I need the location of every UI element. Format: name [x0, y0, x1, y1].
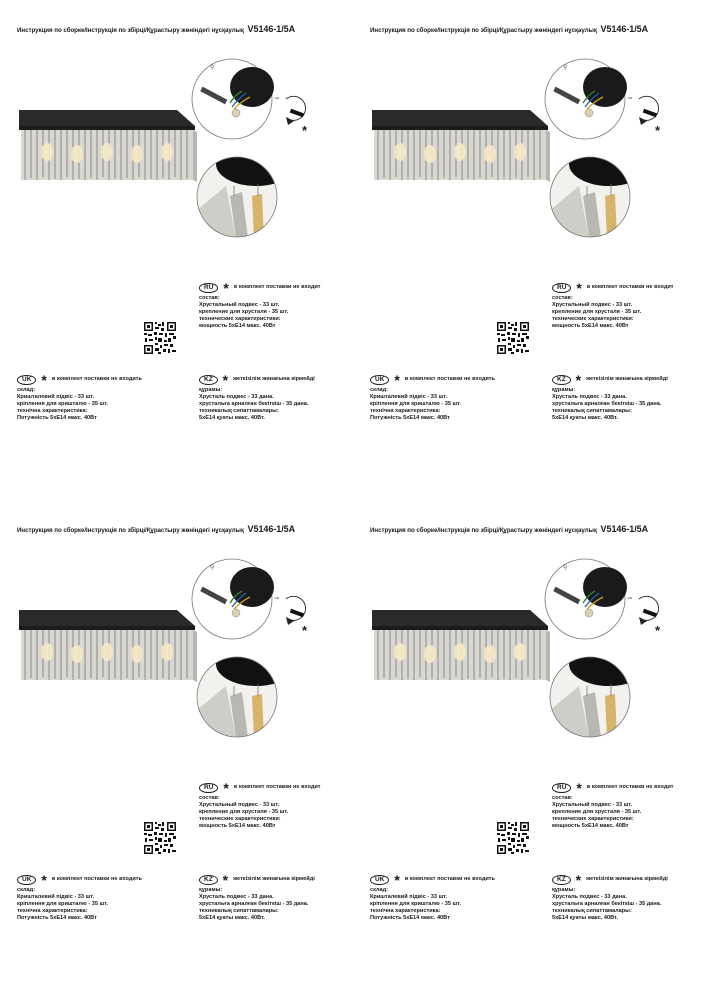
kz-note: жеткізілім жинағына кірмейді: [586, 876, 668, 882]
sconce-product-image: [370, 110, 550, 195]
uk-line: Кришталевий підвіс - 33 шт.: [370, 394, 448, 400]
ru-line: Хрустальный подвес - 33 шт.: [199, 802, 280, 808]
uk-line: Кришталевий підвіс - 33 шт.: [370, 894, 448, 900]
model-number: V5146-1/5A: [247, 24, 296, 34]
kz-line: құрамы:: [199, 387, 223, 393]
wiring-diagram: [190, 55, 320, 145]
uk-info-block: [370, 871, 495, 922]
sconce-product-image: [370, 610, 550, 695]
asterisk-icon: *: [41, 371, 47, 388]
uk-line: технічна характеристика:: [370, 408, 441, 414]
crystal-mount-detail: [549, 156, 631, 238]
kz-line: хрустальға арналған бекіткіш - 35 дана.: [552, 401, 662, 407]
uk-info-block: [17, 371, 142, 422]
kz-line: техникалық сипаттамалары:: [199, 408, 279, 414]
kz-language-badge: KZ: [199, 375, 218, 385]
uk-line: технічна характеристика:: [370, 908, 441, 914]
kz-note: жеткізілім жинағына кірмейді: [586, 376, 668, 382]
asterisk-icon: *: [575, 871, 582, 888]
ru-note: в комплект поставки не входит: [586, 284, 674, 290]
svg-text:*: *: [302, 123, 308, 138]
ru-note: в комплект поставки не входит: [586, 784, 674, 790]
ru-info-block: [199, 279, 321, 330]
kz-language-badge: KZ: [552, 375, 571, 385]
page-title: [370, 524, 705, 534]
uk-line: кріплення для кришталю - 35 шт.: [17, 401, 108, 407]
page-title: [17, 24, 352, 34]
uk-line: кріплення для кришталю - 35 шт.: [17, 901, 108, 907]
svg-text:*: *: [655, 623, 661, 638]
title-text: Инструкция по сборке/Інструкція по збірці/Құрастыру жөніндегі нұсқаулық: [17, 527, 244, 534]
uk-line: кріплення для кришталю - 35 шт.: [370, 901, 461, 907]
asterisk-icon: *: [223, 279, 229, 296]
kz-info-block: [199, 871, 315, 922]
kz-line: техникалық сипаттамалары:: [552, 408, 632, 414]
wiring-diagram: [543, 55, 673, 145]
title-text: Инструкция по сборке/Інструкція по збірці/Құрастыру жөніндегі нұсқаулық: [370, 27, 597, 34]
sconce-product-image: [17, 110, 197, 195]
svg-text:⚲: ⚲: [563, 65, 568, 71]
kz-line: Хрусталь подвес - 33 дана.: [199, 894, 274, 900]
ru-language-badge: RU: [552, 783, 571, 793]
svg-text:⊸: ⊸: [274, 96, 280, 102]
instruction-page: [353, 500, 706, 1000]
asterisk-icon: *: [222, 371, 229, 388]
ru-language-badge: RU: [552, 283, 571, 293]
sconce-product-image: [17, 610, 197, 695]
uk-info-block: [17, 871, 142, 922]
qr-code: [496, 321, 530, 355]
kz-line: құрамы:: [552, 887, 576, 893]
ru-line: технические характеристики:: [199, 816, 281, 822]
ru-language-badge: RU: [199, 783, 218, 793]
uk-language-badge: UK: [17, 875, 36, 885]
ru-note: в комплект поставки не входит: [233, 284, 321, 290]
qr-code: [143, 321, 177, 355]
asterisk-icon: *: [576, 779, 582, 796]
kz-note: жеткізілім жинағына кірмейді: [233, 876, 315, 882]
kz-line: хрустальға арналған бекіткіш - 35 дана.: [199, 401, 309, 407]
uk-language-badge: UK: [370, 375, 389, 385]
kz-line: 5хЕ14 қуаты макс. 40Вт.: [199, 915, 265, 921]
uk-line: склад:: [17, 387, 36, 393]
kz-line: техникалық сипаттамалары:: [552, 908, 632, 914]
svg-text:⊸: ⊸: [627, 96, 633, 102]
ru-line: мощность 5хЕ14 макс. 40Вт: [552, 823, 629, 829]
crystal-mount-detail: [549, 656, 631, 738]
wiring-diagram: [190, 555, 320, 645]
kz-line: Хрусталь подвес - 33 дана.: [552, 394, 627, 400]
crystal-mount-detail: [196, 156, 278, 238]
ru-line: технические характеристики:: [199, 316, 281, 322]
kz-info-block: [199, 371, 315, 422]
uk-line: склад:: [370, 887, 389, 893]
model-number: V5146-1/5A: [600, 524, 649, 534]
kz-line: техникалық сипаттамалары:: [199, 908, 279, 914]
uk-line: Потужність 5хЕ14 макс. 40Вт: [370, 915, 450, 921]
ru-line: мощность 5хЕ14 макс. 40Вт: [199, 323, 276, 329]
crystal-mount-detail: [196, 656, 278, 738]
asterisk-icon: *: [575, 371, 582, 388]
kz-line: құрамы:: [552, 387, 576, 393]
wiring-diagram: [543, 555, 673, 645]
page-title: [17, 524, 352, 534]
instruction-page: [353, 0, 706, 500]
qr-code: [496, 821, 530, 855]
ru-line: Хрустальный подвес - 33 шт.: [552, 802, 633, 808]
ru-line: состав:: [199, 295, 220, 301]
instruction-page: [0, 500, 353, 1000]
ru-line: крепление для хрусталя - 35 шт.: [552, 809, 642, 815]
ru-line: крепление для хрусталя - 35 шт.: [199, 309, 289, 315]
svg-text:⚲: ⚲: [210, 65, 215, 71]
kz-line: 5хЕ14 қуаты макс. 40Вт.: [199, 415, 265, 421]
ru-line: состав:: [552, 295, 573, 301]
uk-language-badge: UK: [370, 875, 389, 885]
asterisk-icon: *: [394, 871, 400, 888]
ru-note: в комплект поставки не входит: [233, 784, 321, 790]
uk-line: кріплення для кришталю - 35 шт.: [370, 401, 461, 407]
svg-text:⚲: ⚲: [563, 565, 568, 571]
title-text: Инструкция по сборке/Інструкція по збірці/Құрастыру жөніндегі нұсқаулық: [17, 27, 244, 34]
asterisk-icon: *: [394, 371, 400, 388]
kz-info-block: [552, 371, 668, 422]
ru-line: Хрустальный подвес - 33 шт.: [552, 302, 633, 308]
kz-line: хрустальға арналған бекіткіш - 35 дана.: [199, 901, 309, 907]
uk-note: в комплект поставки не входить: [404, 876, 495, 882]
uk-line: технічна характеристика:: [17, 908, 88, 914]
ru-info-block: [199, 779, 321, 830]
uk-line: Потужність 5хЕ14 макс. 40Вт: [17, 915, 97, 921]
kz-line: Хрусталь подвес - 33 дана.: [199, 394, 274, 400]
uk-line: технічна характеристика:: [17, 408, 88, 414]
uk-note: в комплект поставки не входить: [51, 376, 142, 382]
uk-info-block: [370, 371, 495, 422]
kz-line: құрамы:: [199, 887, 223, 893]
uk-line: Потужність 5хЕ14 макс. 40Вт: [370, 415, 450, 421]
ru-line: крепление для хрусталя - 35 шт.: [199, 809, 289, 815]
kz-language-badge: KZ: [552, 875, 571, 885]
ru-line: технические характеристики:: [552, 316, 634, 322]
page-title: [370, 24, 705, 34]
uk-line: Потужність 5хЕ14 макс. 40Вт: [17, 415, 97, 421]
kz-line: Хрусталь подвес - 33 дана.: [552, 894, 627, 900]
kz-line: 5хЕ14 қуаты макс. 40Вт.: [552, 915, 618, 921]
uk-line: склад:: [17, 887, 36, 893]
ru-language-badge: RU: [199, 283, 218, 293]
svg-text:*: *: [302, 623, 308, 638]
ru-line: мощность 5хЕ14 макс. 40Вт: [199, 823, 276, 829]
asterisk-icon: *: [41, 871, 47, 888]
uk-note: в комплект поставки не входить: [404, 376, 495, 382]
svg-text:⚲: ⚲: [210, 565, 215, 571]
uk-note: в комплект поставки не входить: [51, 876, 142, 882]
ru-info-block: [552, 779, 674, 830]
ru-line: мощность 5хЕ14 макс. 40Вт: [552, 323, 629, 329]
kz-note: жеткізілім жинағына кірмейді: [233, 376, 315, 382]
kz-language-badge: KZ: [199, 875, 218, 885]
uk-line: склад:: [370, 387, 389, 393]
ru-line: технические характеристики:: [552, 816, 634, 822]
asterisk-icon: *: [223, 779, 229, 796]
uk-language-badge: UK: [17, 375, 36, 385]
svg-text:⊸: ⊸: [627, 596, 633, 602]
ru-line: состав:: [199, 795, 220, 801]
uk-line: Кришталевий підвіс - 33 шт.: [17, 894, 95, 900]
svg-text:⊸: ⊸: [274, 596, 280, 602]
asterisk-icon: *: [576, 279, 582, 296]
asterisk-icon: *: [222, 871, 229, 888]
ru-line: Хрустальный подвес - 33 шт.: [199, 302, 280, 308]
svg-text:*: *: [655, 123, 661, 138]
kz-info-block: [552, 871, 668, 922]
kz-line: хрустальға арналған бекіткіш - 35 дана.: [552, 901, 662, 907]
model-number: V5146-1/5A: [247, 524, 296, 534]
kz-line: 5хЕ14 қуаты макс. 40Вт.: [552, 415, 618, 421]
instruction-page: [0, 0, 353, 500]
ru-line: крепление для хрусталя - 35 шт.: [552, 309, 642, 315]
ru-line: состав:: [552, 795, 573, 801]
ru-info-block: [552, 279, 674, 330]
uk-line: Кришталевий підвіс - 33 шт.: [17, 394, 95, 400]
model-number: V5146-1/5A: [600, 24, 649, 34]
qr-code: [143, 821, 177, 855]
title-text: Инструкция по сборке/Інструкція по збірці/Құрастыру жөніндегі нұсқаулық: [370, 527, 597, 534]
